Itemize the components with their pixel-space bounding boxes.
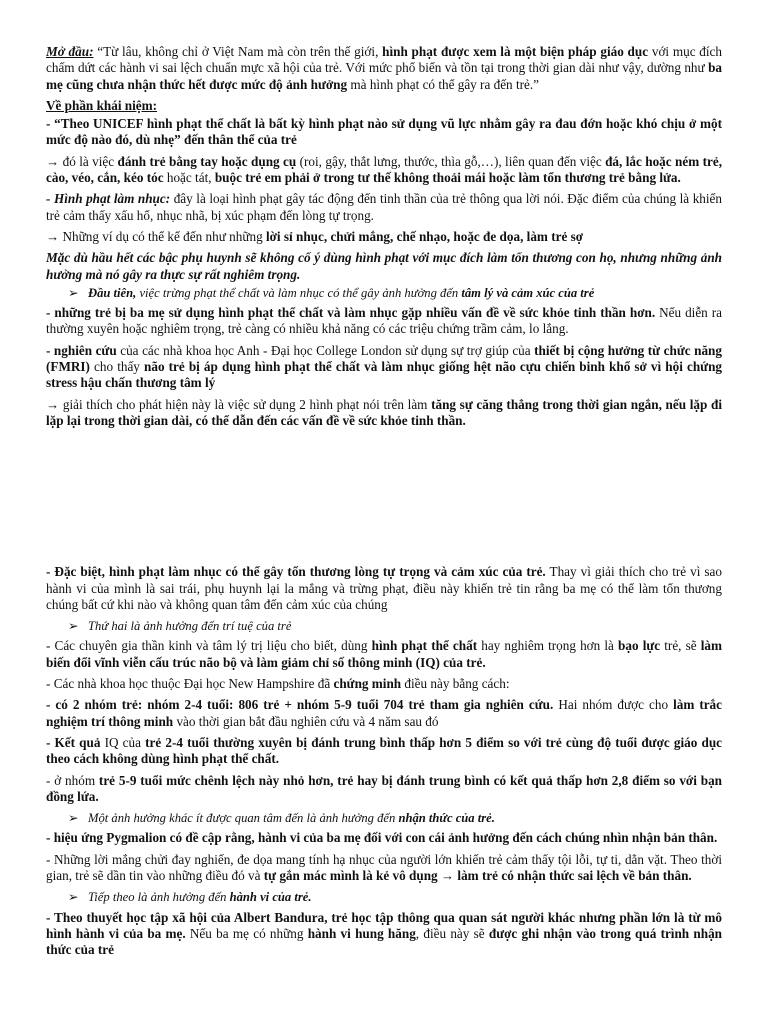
pygmalion-paragraph: - hiệu ứng Pygmalion có đề cập rằng, hành vi của ba mẹ đối với con cái ảnh hưởng đến cách chúng nhìn nhận bản thân. [46,830,718,846]
fmri-research-paragraph: - nghiên cứu của các nhà khoa học Anh - Đại học College London sử dụng sự trợ giúp của thiết bị cộng hưởng từ chức năng (FMRI) cho thấy não trẻ bị áp dụng hình phạt thể chất và làm nhục giống hệt não cựu chiến binh khổ sở vì hội chứng stress hậu chấn thương tâm lý [46,342,723,391]
document-page [46,44,722,963]
intro-paragraph: Mở đầu: “Từ lâu, không chỉ ở Việt Nam mà còn trên thế giới, hình phạt được xem là một biện pháp giáo dục với mục đích chấm dứt các hành vi sai lệch chuẩn mực xã hội của trẻ. Với mức phổ biến và tồn tại trong thời gian dài như vậy, dường như ba mẹ cũng chưa nhận thức hết được mức độ ảnh hưởng mà hình phạt có thể gây ra đến trẻ.” [46,44,723,92]
bullet-arrow-icon: ➢ [68,619,79,634]
unicef-definition: - “Theo UNICEF hình phạt thể chất là bất kỳ hình phạt nào sử dụng vũ lực nhằm gây ra đau đớn hoặc khó chịu ở một mức độ nào đó, dù nhẹ” đến thân thể của trẻ [46,116,722,148]
intro-label: Mở đầu: [46,44,94,59]
humiliation-definition: - Hình phạt làm nhục: đây là loại hình phạt gây tác động đến tinh thần của trẻ thông qua lời nói. Đặc điểm của chúng là khiến trẻ cảm thấy xấu hổ, nhục nhã, bị xúc phạm đến lòng tự trọng. [46,191,722,223]
bullet-arrow-icon: ➢ [68,890,79,905]
bullet-arrow-icon: ➢ [68,811,79,826]
bullet-psychology: ➢ Đầu tiên, việc trừng phạt thể chất và làm nhục có thể gây ảnh hưởng đến tâm lý và cảm xúc của trẻ [68,285,595,300]
mental-health-paragraph: - những trẻ bị ba mẹ sử dụng hình phạt thể chất và làm nhục gặp nhiều vấn đề về sức khỏe tinh thần hơn. Nếu diễn ra thường xuyên hoặc nghiêm trọng, trẻ càng có nhiều khả năng có các triệu chứng trầm cảm, lo lắng. [46,305,723,337]
brain-structure-paragraph: - Các chuyên gia thần kinh và tâm lý trị liệu cho biết, dùng hình phạt thể chất hay nghiêm trọng hơn là bạo lực trẻ, sẽ làm biến đổi vĩnh viễn cấu trúc não bộ và làm giảm chỉ số thông minh (IQ) của trẻ. [46,638,722,670]
iq-result-paragraph: - Kết quả IQ của trẻ 2-4 tuổi thường xuyên bị đánh trung bình thấp hơn 5 điểm so với trẻ cùng độ tuổi được giáo dục theo cách không dùng hình phạt thể chất. [46,734,723,767]
new-hampshire-paragraph: - Các nhà khoa học thuộc Đại học New Hampshire đã chứng minh điều này bằng cách: [46,676,510,692]
arrow-right-icon: → [46,153,60,169]
severity-note: Mặc dù hầu hết các bậc phụ huynh sẽ không cố ý dùng hình phạt với mục đích làm tổn thương con họ, nhưng những ảnh hưởng mà nó gây ra thực sự rất nghiêm trọng. [46,250,722,282]
bullet-cognition: ➢ Một ảnh hưởng khác ít được quan tâm đến là ảnh hưởng đến nhận thức của trẻ. [68,811,495,826]
study-groups-paragraph: - có 2 nhóm trẻ: nhóm 2-4 tuổi: 806 trẻ + nhóm 5-9 tuổi 704 trẻ tham gia nghiên cứu. Hai nhóm được cho làm trắc nghiệm trí thông minh vào thời gian bắt đầu nghiên cứu và 4 năm sau đó [46,697,723,729]
stress-explanation: → giải thích cho phát hiện này là việc sử dụng 2 hình phạt nói trên làm tăng sự căng thẳng trong thời gian ngắn, nếu lặp đi lặp lại trong thời gian dài, có thể dẫn đến các vấn đề về sức khỏe tinh thần. [46,396,722,428]
self-esteem-paragraph: - Đặc biệt, hình phạt làm nhục có thể gây tổn thương lòng tự trọng và cảm xúc của trẻ. Thay vì giải thích cho trẻ vì sao hành vi của mình là sai trái, phụ huynh lại la mắng và trừng phạt, điều này khiến trẻ tin rằng ba mẹ có thể làm tổn thương chúng bất cứ khi nào và không quan tâm đến cảm xúc của chúng [46,564,722,612]
concept-heading: Về phần khái niệm: [46,97,158,113]
bullet-intelligence: ➢ Thứ hai là ảnh hưởng đến trí tuệ của trẻ [68,619,292,634]
humiliation-examples: → Những ví dụ có thể kể đến như những lời sỉ nhục, chửi mắng, chế nhạo, hoặc đe dọa, làm trẻ sợ [46,228,584,244]
bullet-behavior: ➢ Tiếp theo là ảnh hưởng đến hành vi của trẻ. [68,890,312,905]
blank-space [46,434,722,564]
self-perception-paragraph: - Những lời mắng chửi đay nghiến, đe dọa mang tính hạ nhục của người lớn khiến trẻ cảm thấy tội lỗi, tự ti, dằn vặt. Theo thời gian, trẻ sẽ dần tin vào những điều đó và tự gắn mác mình là kẻ vô dụng → làm trẻ có nhận thức sai lệch về bản thân. [46,851,722,883]
bandura-paragraph: - Theo thuyết học tập xã hội của Albert Bandura, trẻ học tập thông qua quan sát người khác nhưng phần lớn là từ mô hình hành vi của ba mẹ. Nếu ba mẹ có những hành vi hung hăng, điều này sẽ được ghi nhận vào trong quá trình nhận thức của trẻ [46,909,722,958]
physical-punishment-examples: → đó là việc đánh trẻ bằng tay hoặc dụng cụ (roi, gậy, thắt lưng, thước, thìa gỗ,…), liên quan đến việc đá, lắc hoặc ném trẻ, cào, véo, cắn, kéo tóc hoặc tát, buộc trẻ em phải ở trong tư thế không thoải mái hoặc làm tổn thương trẻ bằng lửa. [46,153,723,186]
bullet-arrow-icon: ➢ [68,285,79,300]
older-group-paragraph: - ở nhóm trẻ 5-9 tuổi mức chênh lệch này nhỏ hơn, trẻ hay bị đánh trung bình có kết quả thấp hơn 2,8 điểm so với bạn đồng lứa. [46,772,722,804]
